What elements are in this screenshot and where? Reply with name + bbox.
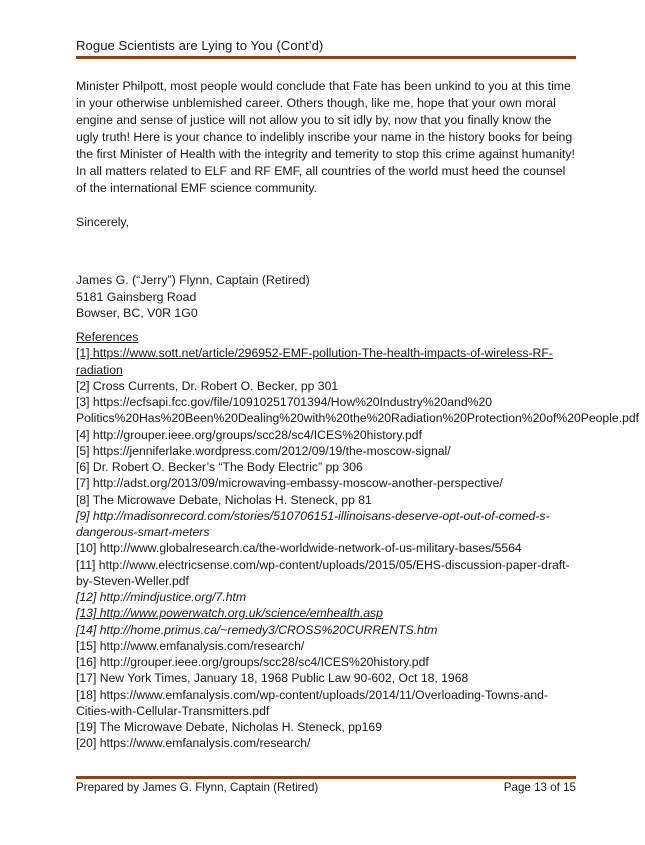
reference-item[interactable]: [16] http://grouper.ieee.org/groups/scc28/sc4/ICES%20history.pdf — [76, 655, 429, 669]
reference-item[interactable]: [15] http://www.emfanalysis.com/research/ — [76, 638, 305, 653]
reference-item: [2] Cross Currents, Dr. Robert O. Becker, pp 301 — [76, 378, 339, 393]
reference-item[interactable]: [10] http://www.globalresearch.ca/the-worldwide-network-of-us-military-bases/5564 — [76, 541, 522, 556]
signature-city: Bowser, BC, V0R 1G0 — [76, 306, 198, 320]
reference-item[interactable]: [3] https://ecfsapi.fcc.gov/file/10910251701394/How%20Industry%20and%20 Politics%20Has%20Been%20Dealing%20with%20the%20Radiation%20Protection%20of%20People.pdf — [76, 395, 640, 426]
reference-item: [19] The Microwave Debate, Nicholas H. Steneck, pp169 — [76, 720, 382, 734]
footer-prepared-by: Prepared by James G. Flynn, Captain (Retired) — [76, 781, 319, 794]
footer-rule — [76, 776, 576, 779]
reference-item: [8] The Microwave Debate, Nicholas H. Steneck, pp 81 — [76, 492, 372, 507]
header-rule — [76, 56, 576, 59]
signature-block — [76, 272, 310, 322]
signature-street: 5181 Gainsberg Road — [76, 289, 197, 304]
reference-item[interactable]: [5] https://jenniferlake.wordpress.com/2012/09/19/the-moscow-signal/ — [76, 443, 451, 458]
reference-item[interactable]: [14] http://home.primus.ca/~remedy3/CROSS%20CURRENTS.htm — [76, 622, 438, 637]
reference-item[interactable]: [9] http://madisonrecord.com/stories/510706151-illinoisans-deserve-opt-out-of-comed-s-dangerous-smart-meters — [76, 508, 550, 539]
references-list — [76, 329, 640, 752]
reference-item: [6] Dr. Robert O. Becker’s “The Body Electric” pp 306 — [76, 460, 363, 474]
reference-item[interactable]: [1] https://www.sott.net/article/296952-EMF-pollution-The-health-impacts-of-wireless-RF-radiation — [76, 346, 553, 377]
closing: Sincerely, — [76, 215, 130, 229]
page-header-title: Rogue Scientists are Lying to You (Cont’d) — [76, 38, 324, 53]
reference-item[interactable]: [20] https://www.emfanalysis.com/research/ — [76, 736, 311, 751]
reference-item[interactable]: [11] http://www.electricsense.com/wp-content/uploads/2015/05/EHS-discussion-paper-draft-by-Steven-Weller.pdf — [76, 557, 570, 588]
footer-page-number: Page 13 of 15 — [503, 781, 576, 794]
signature-name: James G. (“Jerry”) Flynn, Captain (Retired) — [76, 273, 310, 287]
references-heading: References — [76, 330, 139, 344]
reference-item: [17] New York Times, January 18, 1968 Public Law 90-602, Oct 18, 1968 — [76, 671, 469, 686]
reference-item[interactable]: [12] http://mindjustice.org/7.htm — [76, 590, 247, 604]
reference-item[interactable]: [13] http://www.powerwatch.org.uk/science/emhealth.asp — [76, 606, 383, 621]
letter-paragraph: Minister Philpott, most people would conclude that Fate has been unkind to you at this time in your otherwise unblemished career. Others though, like me, hope that your own moral engine and sense of justice will not allow you to sit idly by, now that you finally know the ugly truth! Here is your chance to indelibly inscribe your name in the history books for being the first Minister of Health with the integrity and temerity to stop this crime against humanity! In all matters related to ELF and RF EMF, all countries of the world must heed the counsel of the international EMF science community. — [76, 79, 575, 195]
reference-item[interactable]: [4] http://grouper.ieee.org/groups/scc28/sc4/ICES%20history.pdf — [76, 427, 422, 442]
reference-item[interactable]: [18] https://www.emfanalysis.com/wp-content/uploads/2014/11/Overloading-Towns-and-Cities-with-Cellular-Transmitters.pdf — [76, 687, 548, 718]
reference-item[interactable]: [7] http://adst.org/2013/09/microwaving-embassy-moscow-another-perspective/ — [76, 476, 503, 491]
